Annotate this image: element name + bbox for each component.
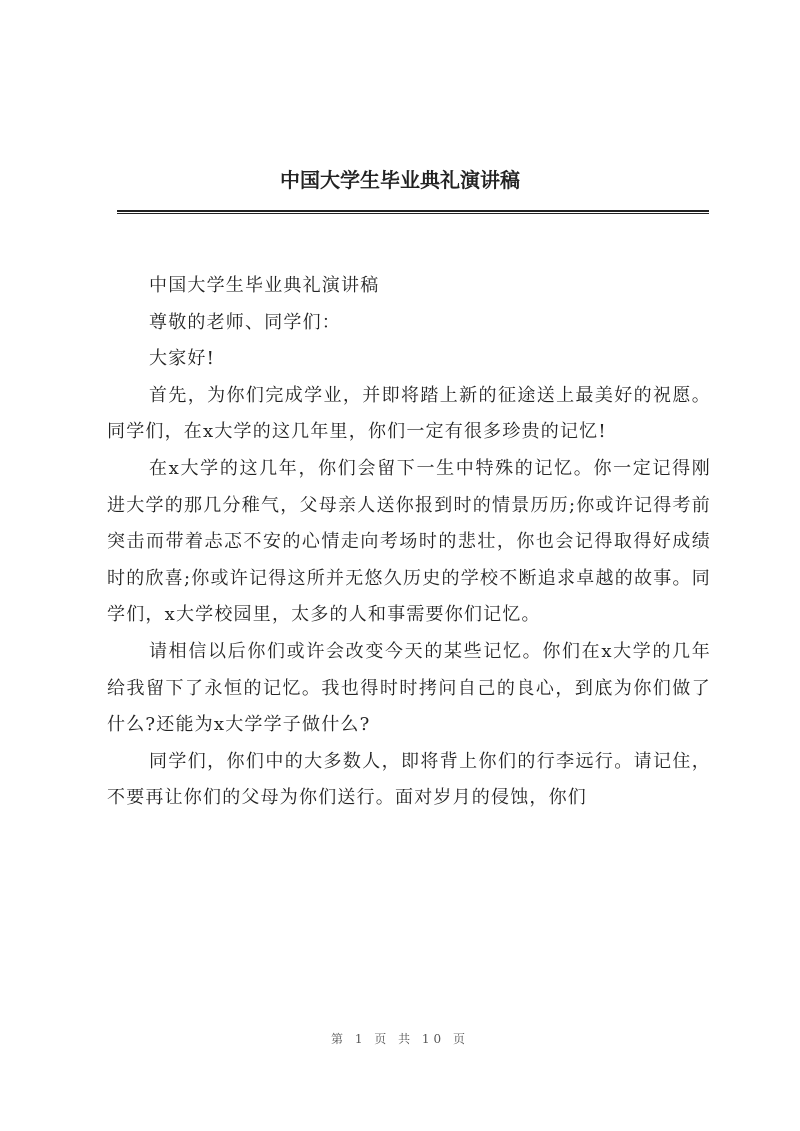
paragraph-salutation: 尊敬的老师、同学们： [149,311,341,333]
paragraph-heading: 中国大学生毕业典礼演讲稿 [149,275,380,296]
header-divider [117,210,709,214]
paragraph: 在x大学的这几年，你们会留下一生中特殊的记忆。你一定记得刚进大学的那几分稚气，父母亲人送你报到时的情景历历;你或许记得考前突击而带着忐忑不安的心情走向考场时的悲壮，你也会记得取得好成绩时的欣喜;你或许记得这所并无悠久历史的学校不断追求卓越的故事。同学们，x大学校园里，太多的人和事需要你们记忆。 [107,457,711,626]
page-number-footer: 第 1 页 共 10 页 [331,1032,469,1046]
paragraph: 请相信以后你们或许会改变今天的某些记忆。你们在x大学的几年给我留下了永恒的记忆。我也得时时拷问自己的良心，到底为你们做了什么?还能为x大学学子做什么? [107,640,711,736]
page-header [0,160,800,200]
page-title: 中国大学生毕业典礼演讲稿 [280,168,520,192]
paragraph: 首先，为你们完成学业，并即将踏上新的征途送上最美好的祝愿。同学们，在x大学的这几年里，你们一定有很多珍贵的记忆! [107,384,711,443]
paragraph-greeting: 大家好! [149,348,216,370]
paragraph: 同学们，你们中的大多数人，即将背上你们的行李远行。请记住，不要再让你们的父母为你们送行。面对岁月的侵蚀，你们 [107,750,711,809]
document-body [107,268,711,817]
